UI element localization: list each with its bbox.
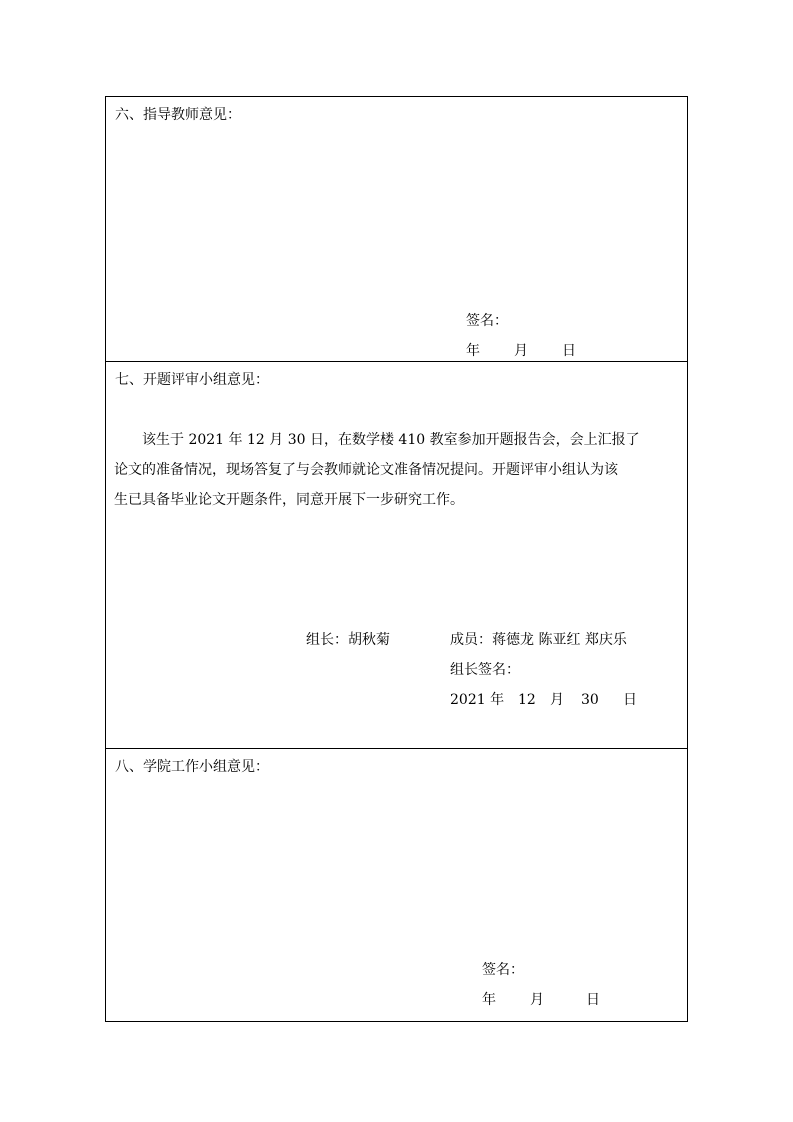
opinion-line-2: 论文的准备情况，现场答复了与会教师就论文准备情况提问。开题评审小组认为该 [114, 462, 618, 478]
review-panel-opinion-text [114, 425, 682, 515]
panel-date-year: 2021 年 [450, 692, 505, 708]
panel-leader: 组长：胡秋菊 [306, 632, 390, 648]
panel-date-month-number: 12 [518, 692, 536, 708]
college-working-group-section [106, 749, 687, 1021]
college-signature-label: 签名： [482, 962, 524, 978]
advisor-signature-label: 签名： [466, 313, 508, 329]
panel-date-month: 月 [550, 692, 564, 708]
opinion-form-table [105, 96, 688, 1022]
college-date-day: 日 [586, 992, 600, 1008]
advisor-date-month: 月 [514, 343, 528, 359]
review-panel-heading: 七、开题评审小组意见： [115, 372, 269, 388]
panel-members: 成员：蒋德龙 陈亚红 郑庆乐 [450, 632, 627, 648]
college-date-year: 年 [482, 992, 496, 1008]
advisor-date-year: 年 [466, 343, 480, 359]
leader-signature-label: 组长签名： [450, 662, 520, 678]
opinion-line-3: 生已具备毕业论文开题条件，同意开展下一步研究工作。 [114, 492, 464, 508]
advisor-opinion-heading: 六、指导教师意见： [115, 107, 241, 123]
college-date-month: 月 [530, 992, 544, 1008]
panel-date-day: 日 [623, 692, 637, 708]
opinion-line-1: 该生于 2021 年 12 月 30 日，在数学楼 410 教室参加开题报告会，会上汇报了 [142, 432, 640, 448]
advisor-date-day: 日 [562, 343, 576, 359]
college-working-group-heading: 八、学院工作小组意见： [115, 759, 269, 775]
advisor-opinion-section [106, 97, 687, 362]
review-panel-opinion-section [106, 362, 687, 749]
panel-date-day-number: 30 [581, 692, 599, 708]
